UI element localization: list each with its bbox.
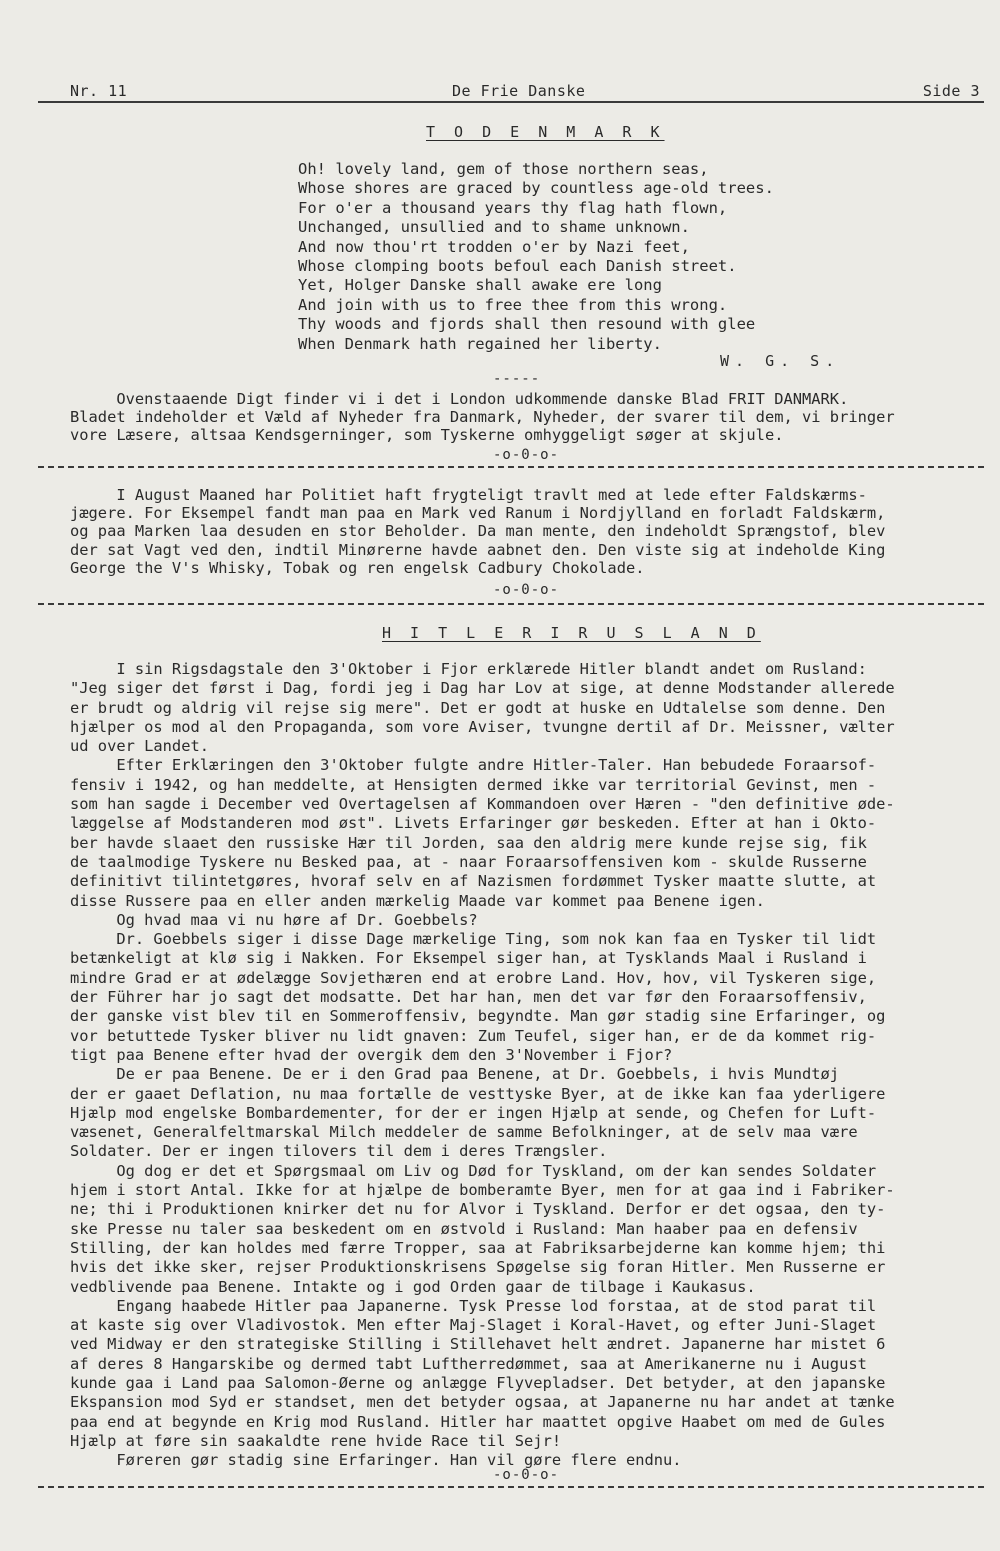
text-line: disse Russere paa en eller anden mærkelig Maade var kommet paa Benene igen.: [70, 891, 765, 910]
text-line: at kaste sig over Vladivostok. Men efter Maj-Slaget i Koral-Havet, og efter Juni-Slaget: [70, 1316, 877, 1335]
text-line: ber havde slaaet den russiske Hær til Jorden, saa den aldrig mere kunde rejse sig, fik: [70, 833, 867, 852]
text-line: der Führer har jo sagt det modsatte. Det har han, men det var før den Foraarsoffensiv,: [70, 988, 867, 1007]
text-line: hjælper os mod al den Propaganda, som vore Aviser, tvungne dertil af Dr. Meissner, vælter: [70, 717, 895, 736]
dashed-rule-2: [38, 603, 984, 605]
separator-mark-3: -o-0-o-: [493, 1467, 560, 1483]
article-body: [70, 660, 1000, 1470]
text-line: Bladet indeholder et Væld af Nyheder fra Danmark, Nyheder, der svarer til dem, vi bringer: [70, 408, 895, 427]
parachute-paragraph: [70, 486, 1000, 577]
text-line: ske Presse nu taler saa beskedent om en østvold i Rusland: Man haaber paa en defensiv: [70, 1219, 858, 1238]
text-line: Engang haabede Hitler paa Japanerne. Tysk Presse lod forstaa, at de stod parat til: [70, 1296, 877, 1315]
text-line: og paa Marken laa desuden en stor Beholder. Da man mente, den indeholdt Sprængstof, blev: [70, 522, 886, 541]
text-line: tigt paa Benene efter hvad der overgik dem den 3'November i Fjor?: [70, 1045, 673, 1064]
poem-title: T O D E N M A R K: [426, 123, 665, 141]
poem-line: Whose shores are graced by countless age-old trees.: [298, 179, 774, 198]
text-line: Ekspansion mod Syd er standset, men det betyder ogsaa, at Japanerne nu har andet at tænke: [70, 1393, 895, 1412]
page-header: [70, 82, 980, 102]
issue-number: Nr. 11: [70, 82, 128, 100]
separator-mark-1: -o-0-o-: [493, 447, 560, 463]
poem-line: Whose clomping boots befoul each Danish street.: [298, 257, 737, 276]
poem-signature: W. G. S.: [720, 352, 841, 370]
text-line: Føreren gør stadig sine Erfaringer. Han vil gøre flere endnu.: [70, 1451, 682, 1470]
publication-name: De Frie Danske: [452, 82, 586, 100]
page-number: Side 3: [922, 82, 980, 100]
text-line: ud over Landet.: [70, 737, 209, 756]
text-line: ved Midway er den strategiske Stilling i Stillehavet helt ændret. Japanerne har mistet 6: [70, 1335, 886, 1354]
text-line: kunde gaa i Land paa Salomon-Øerne og anlægge Flyvepladser. Det betyder, at den japanske: [70, 1373, 886, 1392]
text-line: I August Maaned har Politiet haft frygteligt travlt med at lede efter Faldskærms-: [70, 486, 867, 504]
text-line: vor betuttede Tysker bliver nu lidt gnaven: Zum Teufel, siger han, er de da kommet rig-: [70, 1026, 877, 1045]
text-line: af deres 8 Hangarskibe og dermed tabt Luftherredømmet, saa at Amerikanerne nu i August: [70, 1354, 867, 1373]
text-line: der er gaaet Deflation, nu maa fortælle de vesttyske Byer, at de ikke kan faa yderligere: [70, 1084, 886, 1103]
text-line: vore Læsere, altsaa Kendsgerninger, som Tyskerne omhyggeligt søger at skjule.: [70, 426, 784, 445]
text-line: hjem i stort Antal. Ikke for at hjælpe de bomberamte Byer, men for at gaa ind i Fabriker-: [70, 1181, 895, 1200]
text-line: betænkeligt at klø sig i Nakken. For Eksempel siger han, at Tysklands Maal i Rusland i: [70, 949, 867, 968]
text-line: de taalmodige Tyskere nu Besked paa, at - naar Foraarsoffensiven kom - skulde Russerne: [70, 852, 867, 871]
text-line: Og hvad maa vi nu høre af Dr. Goebbels?: [70, 910, 478, 929]
text-line: paa end at begynde en Krig mod Rusland. Hitler har maattet opgive Haabet om med de Gules: [70, 1412, 886, 1431]
text-line: George the V's Whisky, Tobak og ren engelsk Cadbury Chokolade.: [70, 558, 645, 577]
poem-line: And now thou'rt trodden o'er by Nazi feet,: [298, 237, 690, 256]
poem-line: Yet, Holger Danske shall awake ere long: [298, 276, 662, 295]
text-line: I sin Rigsdagstale den 3'Oktober i Fjor erklærede Hitler blandt andet om Rusland:: [70, 660, 867, 678]
text-line: hvis det ikke sker, rejser Produktionskrisens Spøgelse sig foran Hitler. Men Russerne er: [70, 1258, 886, 1277]
text-line: Ovenstaaende Digt finder vi i det i London udkommende danske Blad FRIT DANMARK.: [70, 390, 849, 408]
poem-line: Thy woods and fjords shall then resound with glee: [298, 315, 756, 334]
text-line: "Jeg siger det først i Dag, fordi jeg i Dag har Lov at sige, at denne Modstander allerede: [70, 679, 895, 698]
text-line: er brudt og aldrig vil rejse sig mere". Det er godt at huske en Udtalelse som denne. Den: [70, 698, 886, 717]
dashed-rule-1: [38, 466, 984, 468]
text-line: definitivt tilintetgøres, hvoraf selv en af Nazismen fordømmet Tysker maatte slutte, at: [70, 872, 877, 891]
text-line: som han sagde i December ved Overtagelsen af Kommandoen over Hæren - "den definitive øde-: [70, 795, 895, 814]
poem-line: For o'er a thousand years thy flag hath flown,: [298, 198, 728, 217]
poem-line: Unchanged, unsullied and to shame unknown.: [298, 218, 690, 237]
text-line: Hjælp mod engelske Bombardementer, for der er ingen Hjælp at sende, og Chefen for Luft-: [70, 1103, 877, 1122]
text-line: der ganske vist blev til en Sommeroffensiv, begyndte. Man gør stadig sine Erfaringer, og: [70, 1007, 886, 1026]
text-line: Hjælp at føre sin saakaldte rene hvide Race til Sejr!: [70, 1431, 562, 1450]
text-line: væsenet, Generalfeltmarskal Milch meddeler de samme Befolkninger, at de selv maa være: [70, 1123, 858, 1142]
article-title: H I T L E R I R U S L A N D: [382, 624, 761, 642]
note-paragraph: [70, 390, 1000, 445]
poem-line: When Denmark hath regained her liberty.: [298, 334, 662, 353]
text-line: De er paa Benene. De er i den Grad paa Benene, at Dr. Goebbels, i hvis Mundtøj: [70, 1065, 840, 1084]
text-line: Soldater. Der er ingen tilovers til dem i deres Trængsler.: [70, 1142, 608, 1161]
dashed-rule-3: [38, 1486, 984, 1488]
text-line: læggelse af Modstanderen mod øst". Livets Erfaringer gør beskeden. Efter at han i Okto-: [70, 814, 877, 833]
text-line: Efter Erklæringen den 3'Oktober fulgte andre Hitler-Taler. Han bebudede Foraarsof-: [70, 756, 877, 775]
separator-mark-2: -o-0-o-: [493, 582, 560, 598]
text-line: mindre Grad er at ødelægge Sovjethæren end at erobre Land. Hov, hov, vil Tyskeren sige,: [70, 968, 877, 987]
text-line: jægere. For Eksempel fandt man paa en Mark ved Ranum i Nordjylland en forladt Faldskærm,: [70, 504, 886, 523]
text-line: Stilling, der kan holdes med færre Tropper, saa at Fabriksarbejderne kan komme hjem; thi: [70, 1238, 886, 1257]
poem-line: And join with us to free thee from this wrong.: [298, 295, 728, 314]
poem-body: [298, 160, 774, 354]
text-line: vedblivende paa Benene. Intakte og i god Orden gaar de tilbage i Kaukasus.: [70, 1277, 756, 1296]
text-line: ne; thi i Produktionen knirker det nu for Alvor i Tyskland. Derfor er det ogsaa, den ty-: [70, 1200, 886, 1219]
text-line: der sat Vagt ved den, indtil Minørerne havde aabnet den. Den viste sig at indeholde King: [70, 540, 886, 559]
text-line: Dr. Goebbels siger i disse Dage mærkelige Ting, som nok kan faa en Tysker til lidt: [70, 930, 877, 949]
header-rule: [38, 101, 984, 103]
poem-line: Oh! lovely land, gem of those northern seas,: [298, 160, 709, 178]
text-line: fensiv i 1942, og han meddelte, at Hensigten dermed ikke var territorial Gevinst, men -: [70, 775, 877, 794]
short-separator: -----: [493, 371, 541, 387]
text-line: Og dog er det et Spørgsmaal om Liv og Død for Tyskland, om der kan sendes Soldater: [70, 1161, 877, 1180]
